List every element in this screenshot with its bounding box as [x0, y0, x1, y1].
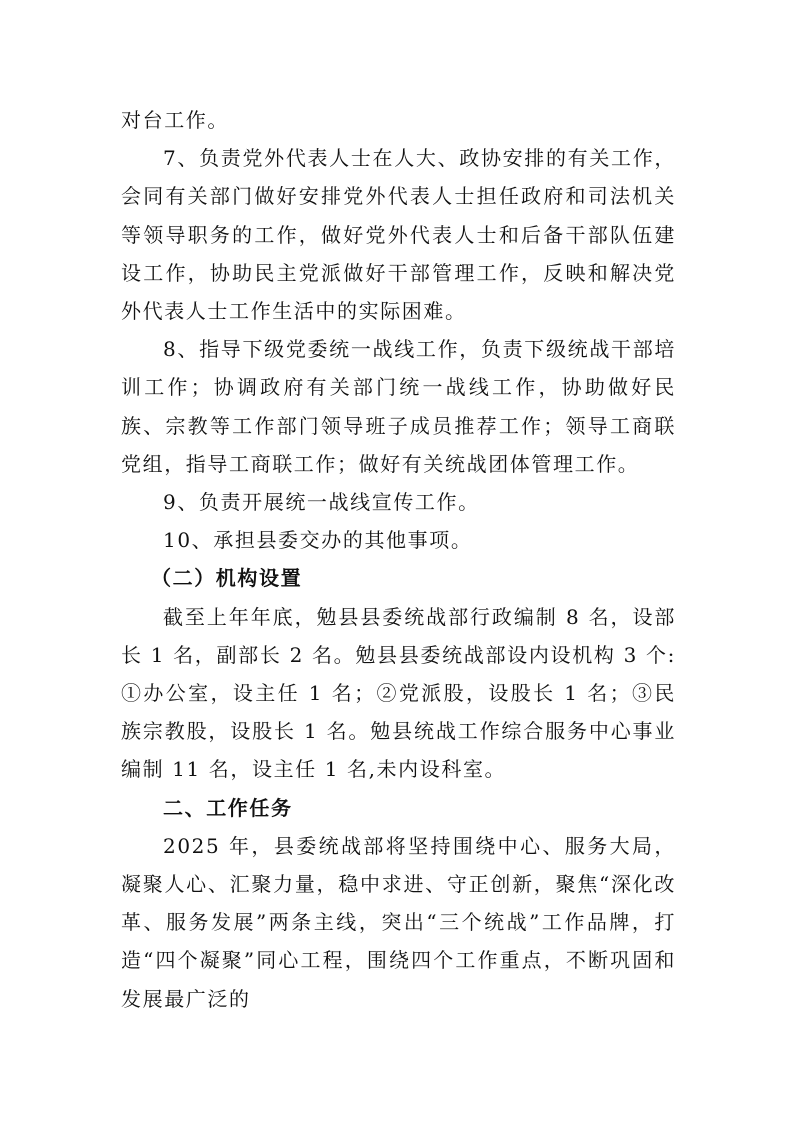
paragraph-item-10: 10、承担县委交办的其他事项。 — [163, 528, 473, 553]
section-heading-organization: （二）机构设置 — [151, 566, 303, 591]
paragraph-continuation: 对台工作。 — [121, 108, 229, 132]
document-body — [121, 101, 676, 1018]
section-heading-tasks: 二、工作任务 — [163, 795, 293, 820]
paragraph-item-9: 9、负责开展统一战线宣传工作。 — [163, 490, 480, 515]
paragraph-item-7: 7、负责党外代表人士在人大、政协安排的有关工作，会同有关部门做好安排党外代表人士担任政府和司法机关等领导职务的工作，做好党外代表人士和后备干部队伍建设工作，协助民主党派做好干部管理工作，反映和解决党外代表人士工作生活中的实际困难。 — [121, 146, 676, 324]
paragraph-tasks: 2025 年，县委统战部将坚持围绕中心、服务大局，凝聚人心、汇聚力量，稳中求进、守正创新，聚焦“深化改革、服务发展”两条主线，突出“三个统战”工作品牌，打造“四个凝聚”同心工程，围绕四个工作重点，不断巩固和发展最广泛的 — [121, 833, 676, 1011]
paragraph-organization: 截至上年年底，勉县县委统战部行政编制 8 名，设部长 1 名，副部长 2 名。勉县县委统战部设内设机构 3 个: ①办公室，设主任 1 名；②党派股，设股长 1 名；③民族宗教股，设股长 1 名。勉县统战工作综合服务中心事业编制 11 名，设主任 1 名,未内设科室。 — [121, 604, 676, 782]
paragraph-item-8: 8、指导下级党委统一战线工作，负责下级统战干部培训工作；协调政府有关部门统一战线工作，协助做好民族、宗教等工作部门领导班子成员推荐工作；领导工商联党组，指导工商联工作；做好有关统战团体管理工作。 — [121, 337, 676, 476]
